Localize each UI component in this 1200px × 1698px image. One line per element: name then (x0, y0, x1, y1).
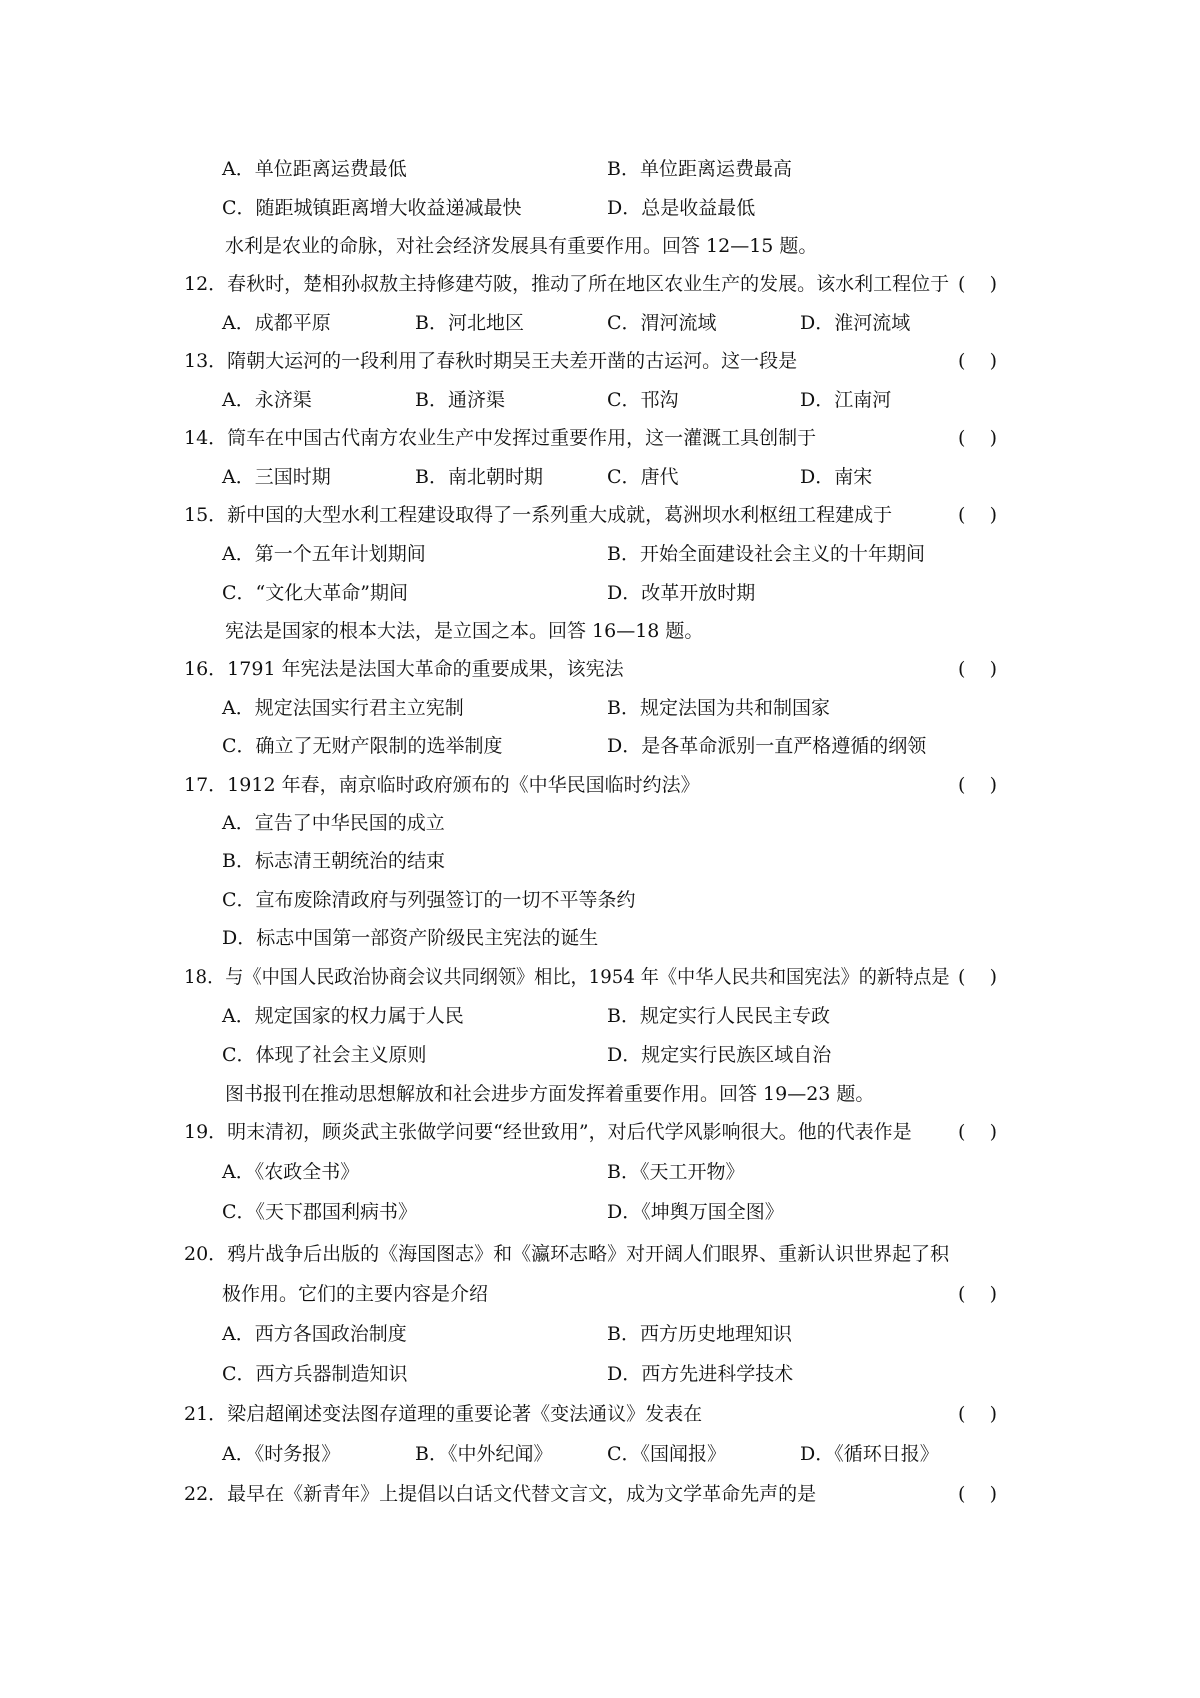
option-b: B．规定实行人民民主专政 (607, 1005, 830, 1027)
answer-paren-13: ( ) (958, 350, 997, 372)
option-b: B．南北朝时期 (415, 466, 543, 488)
answer-paren-20: ( ) (958, 1283, 997, 1305)
option-d: D．是各革命派别一直严格遵循的纲领 (607, 735, 927, 757)
option-a: A．宣告了中华民国的成立 (222, 812, 445, 834)
option-d: D．淮河流域 (800, 312, 911, 334)
option-b: B．河北地区 (415, 312, 524, 334)
option-d: D．改革开放时期 (607, 582, 756, 604)
answer-paren-22: ( ) (958, 1483, 997, 1505)
option-c: C．体现了社会主义原则 (222, 1044, 427, 1066)
answer-paren-17: ( ) (958, 774, 997, 796)
option-b: B．西方历史地理知识 (607, 1323, 792, 1345)
question-12: 12．春秋时，楚相孙叔敖主持修建芍陂，推动了所在地区农业生产的发展。该水利工程位于 (184, 273, 950, 295)
option-c: C．随距城镇距离增大收益递减最快 (222, 197, 522, 219)
option-d: D．西方先进科学技术 (607, 1363, 794, 1385)
option-c: C．“文化大革命”期间 (222, 582, 408, 604)
option-d: D．标志中国第一部资产阶级民主宪法的诞生 (222, 927, 599, 949)
option-b: B．规定法国为共和制国家 (607, 697, 830, 719)
answer-paren-21: ( ) (958, 1403, 997, 1425)
question-15: 15．新中国的大型水利工程建设取得了一系列重大成就，葛洲坝水利枢纽工程建成于 (184, 504, 893, 526)
option-c: C．《天下郡国利病书》 (222, 1201, 418, 1223)
option-b: B．《天工开物》 (607, 1161, 745, 1183)
option-a: A．三国时期 (222, 466, 331, 488)
answer-paren-14: ( ) (958, 427, 997, 449)
option-a: A．《农政全书》 (222, 1161, 360, 1183)
question-16: 16．1791 年宪法是法国大革命的重要成果，该宪法 (184, 658, 624, 680)
question-22: 22．最早在《新青年》上提倡以白话文代替文言文，成为文学革命先声的是 (184, 1483, 817, 1505)
answer-paren-15: ( ) (958, 504, 997, 526)
answer-paren-19: ( ) (958, 1121, 997, 1143)
option-d: D．江南河 (800, 389, 892, 411)
option-a: A．单位距离运费最低 (222, 158, 407, 180)
question-14: 14．筒车在中国古代南方农业生产中发挥过重要作用，这一灌溉工具创制于 (184, 427, 817, 449)
answer-paren-12: ( ) (958, 273, 997, 295)
question-21: 21．梁启超阐述变法图存道理的重要论著《变法通议》发表在 (184, 1403, 703, 1425)
option-c: C．确立了无财产限制的选举制度 (222, 735, 503, 757)
option-a: A．第一个五年计划期间 (222, 543, 426, 565)
option-b: B．标志清王朝统治的结束 (222, 850, 445, 872)
section-intro-constitution: 宪法是国家的根本大法，是立国之本。回答 16—18 题。 (225, 620, 704, 642)
option-c: C．邗沟 (607, 389, 679, 411)
option-c: C．唐代 (607, 466, 679, 488)
option-a: A．成都平原 (222, 312, 331, 334)
option-a: A．西方各国政治制度 (222, 1323, 407, 1345)
option-b: B．通济渠 (415, 389, 505, 411)
option-d: D．南宋 (800, 466, 873, 488)
option-a: A．《时务报》 (222, 1443, 341, 1465)
question-19: 19．明末清初，顾炎武主张做学问要“经世致用”，对后代学风影响很大。他的代表作是 (184, 1121, 912, 1143)
section-intro-books: 图书报刊在推动思想解放和社会进步方面发挥着重要作用。回答 19—23 题。 (225, 1083, 875, 1105)
section-intro-water: 水利是农业的命脉，对社会经济发展具有重要作用。回答 12—15 题。 (225, 235, 818, 257)
option-b: B．《中外纪闻》 (415, 1443, 553, 1465)
option-a: A．规定国家的权力属于人民 (222, 1005, 464, 1027)
option-d: D．《坤舆万国全图》 (607, 1201, 784, 1223)
question-20-continued: 极作用。它们的主要内容是介绍 (222, 1283, 489, 1305)
option-c: C．渭河流域 (607, 312, 717, 334)
option-d: D．规定实行民族区域自治 (607, 1044, 832, 1066)
option-d: D．《循环日报》 (800, 1443, 939, 1465)
option-a: A．永济渠 (222, 389, 312, 411)
option-b: B．单位距离运费最高 (607, 158, 792, 180)
option-c: C．西方兵器制造知识 (222, 1363, 408, 1385)
option-c: C．《国闻报》 (607, 1443, 727, 1465)
option-c: C．宣布废除清政府与列强签订的一切不平等条约 (222, 889, 636, 911)
answer-paren-16: ( ) (958, 658, 997, 680)
question-18: 18．与《中国人民政治协商会议共同纲领》相比，1954 年《中华人民共和国宪法》的新特点是 (184, 966, 950, 988)
answer-paren-18: ( ) (958, 966, 997, 988)
option-a: A．规定法国实行君主立宪制 (222, 697, 464, 719)
option-b: B．开始全面建设社会主义的十年期间 (607, 543, 925, 565)
question-20: 20．鸦片战争后出版的《海国图志》和《瀛环志略》对开阔人们眼界、重新认识世界起了积 (184, 1243, 950, 1265)
question-17: 17．1912 年春，南京临时政府颁布的《中华民国临时约法》 (184, 774, 700, 796)
option-d: D．总是收益最低 (607, 197, 756, 219)
question-13: 13．隋朝大运河的一段利用了春秋时期吴王夫差开凿的古运河。这一段是 (184, 350, 798, 372)
